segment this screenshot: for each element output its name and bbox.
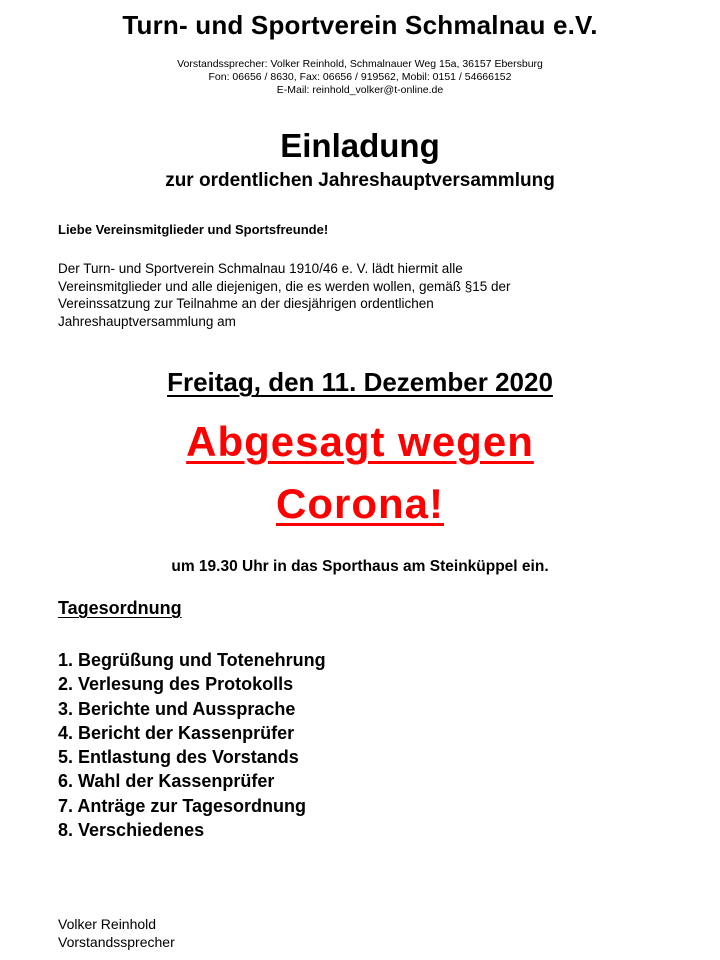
cancellation-text-2: Corona! — [276, 480, 444, 527]
agenda-item: 4. Bericht der Kassenprüfer — [58, 722, 295, 743]
contact-line-email: E-Mail: reinhold_volker@t-online.de — [276, 84, 444, 96]
contact-block — [0, 58, 720, 97]
cancellation-notice-line2 — [0, 480, 720, 528]
document-title: Einladung — [280, 127, 440, 164]
cancellation-notice-line1 — [0, 418, 720, 466]
meeting-date: Freitag, den 11. Dezember 2020 — [167, 367, 553, 397]
cancellation-text-1: Abgesagt wegen — [186, 418, 534, 465]
agenda-item: 1. Begrüßung und Totenehrung — [58, 650, 326, 670]
body-line: Jahreshauptversammlung am — [58, 313, 236, 329]
club-name: Turn- und Sportverein Schmalnau e.V. — [122, 10, 598, 40]
agenda-list — [58, 648, 326, 842]
signature-block — [58, 915, 175, 951]
meeting-date-line — [0, 367, 720, 398]
body-line: Vereinssatzung zur Teilnahme an der diesjährigen ordentlichen — [58, 296, 434, 311]
salutation: Liebe Vereinsmitglieder und Sportsfreunde! — [58, 222, 329, 237]
body-line: Vereinsmitglieder und alle diejenigen, die es werden wollen, gemäß §15 der — [58, 278, 511, 294]
contact-line-phone: Fon: 06656 / 8630, Fax: 06656 / 919562, Mobil: 0151 / 54666152 — [208, 71, 512, 83]
signature-role: Vorstandssprecher — [58, 934, 175, 950]
document-subtitle: zur ordentlichen Jahreshauptversammlung — [165, 170, 555, 191]
agenda-item: 5. Entlastung des Vorstands — [58, 747, 299, 768]
agenda-item: 6. Wahl der Kassenprüfer — [58, 771, 275, 792]
agenda-item: 7. Anträge zur Tagesordnung — [58, 795, 307, 816]
agenda-item: 2. Verlesung des Protokolls — [58, 674, 294, 695]
time-and-place: um 19.30 Uhr in das Sporthaus am Steinküppel ein. — [171, 558, 549, 575]
invitation-body — [58, 260, 618, 330]
agenda-item: 3. Berichte und Aussprache — [58, 698, 296, 719]
agenda-item: 8. Verschiedenes — [58, 820, 205, 841]
signature-name: Volker Reinhold — [58, 916, 157, 932]
contact-line-address: Vorstandssprecher: Volker Reinhold, Schmalnauer Weg 15a, 36157 Ebersburg — [177, 58, 543, 70]
body-line: Der Turn- und Sportverein Schmalnau 1910/46 e. V. lädt hiermit alle — [58, 261, 463, 276]
agenda-heading: Tagesordnung — [58, 598, 182, 618]
